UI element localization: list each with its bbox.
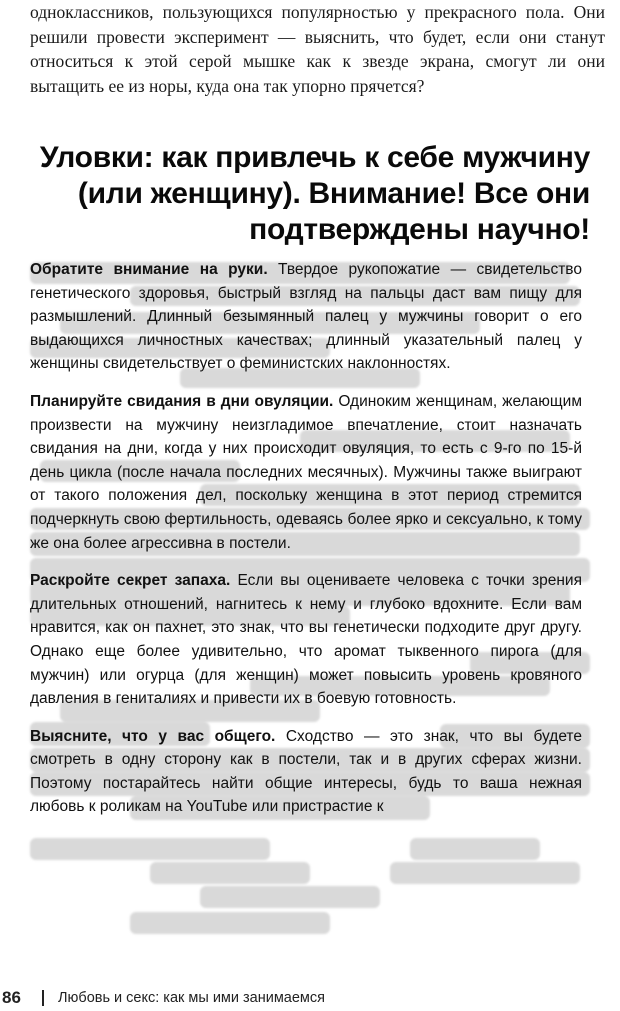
sidebar-heading: Уловки: как привлечь к себе мужчину (или женщину). Внимание! Все они подтверждены научно! <box>39 141 590 246</box>
tip-paragraph-scent <box>30 569 582 711</box>
page-footer <box>0 988 620 1010</box>
tip-paragraph-ovulation <box>30 390 582 555</box>
tip-lead: Обратите внимание на руки. <box>30 261 268 278</box>
intro-paragraph: одноклассников, пользующихся популярностью у прекрасного пола. Они решили провести эксперимент — выяснить, что будет, если они станут относиться к этой серой мышке как к звезде экрана, смогут ли они вытащить ее из норы, куда она так упорно прячется? <box>30 2 605 96</box>
tip-paragraph-hands <box>30 258 582 376</box>
tip-body: Одиноким женщинам, желающим произвести на мужчину неизгладимое впечатление, стоит назначать свидания на дни, когда у них происходит овуляция, то есть с 9-го по 15-й день цикла (после начала последних месячных). Мужчины также выиграют от такого положения дел, поскольку женщина в этот период стремится подчеркнуть свою фертильность, одеваясь более ярко и сексуально, к тому же она более агрессивна в постели. <box>30 392 582 552</box>
footer-separator <box>42 990 44 1006</box>
tip-body: Если вы оцениваете человека с точки зрения длительных отношений, нагнитесь к нему и глубоко вдохните. Если вам нравится, как он пахнет, это знак, что вы генетически подходите друг другу. Однако еще более удивительно, что аромат тыквенного пирога (для мужчин) или огурца (для женщин) может повысить уровень кровяного давления в гениталиях и привести их в боевую готовность. <box>30 572 582 708</box>
tip-body: Твердое рукопожатие — свидетельство генетического здоровья, быстрый взгляд на пальцы даст вам пищу для размышлений. Длинный безымянный палец у мужчины говорит о его выдающихся личностных качествах; длинный указательный палец у женщины свидетельствует о феминистских наклонностях. <box>30 261 582 373</box>
tip-lead: Планируйте свидания в дни овуляции. <box>30 392 334 410</box>
running-title: Любовь и секс: как мы ими занимаемся <box>58 990 326 1006</box>
tip-body: Сходство — это знак, что вы будете смотреть в одну сторону как в постели, так и в других сферах жизни. Поэтому постарайтесь найти общие интересы, будь то ваша нежная любовь к роликам на YouTube или пристрастие к <box>30 727 582 816</box>
tip-lead: Выясните, что у вас общего. <box>30 727 276 745</box>
page-number: 86 <box>2 988 21 1007</box>
sidebar-box <box>30 258 582 833</box>
tip-lead: Раскройте секрет запаха. <box>30 572 231 590</box>
tip-paragraph-common <box>30 725 582 819</box>
